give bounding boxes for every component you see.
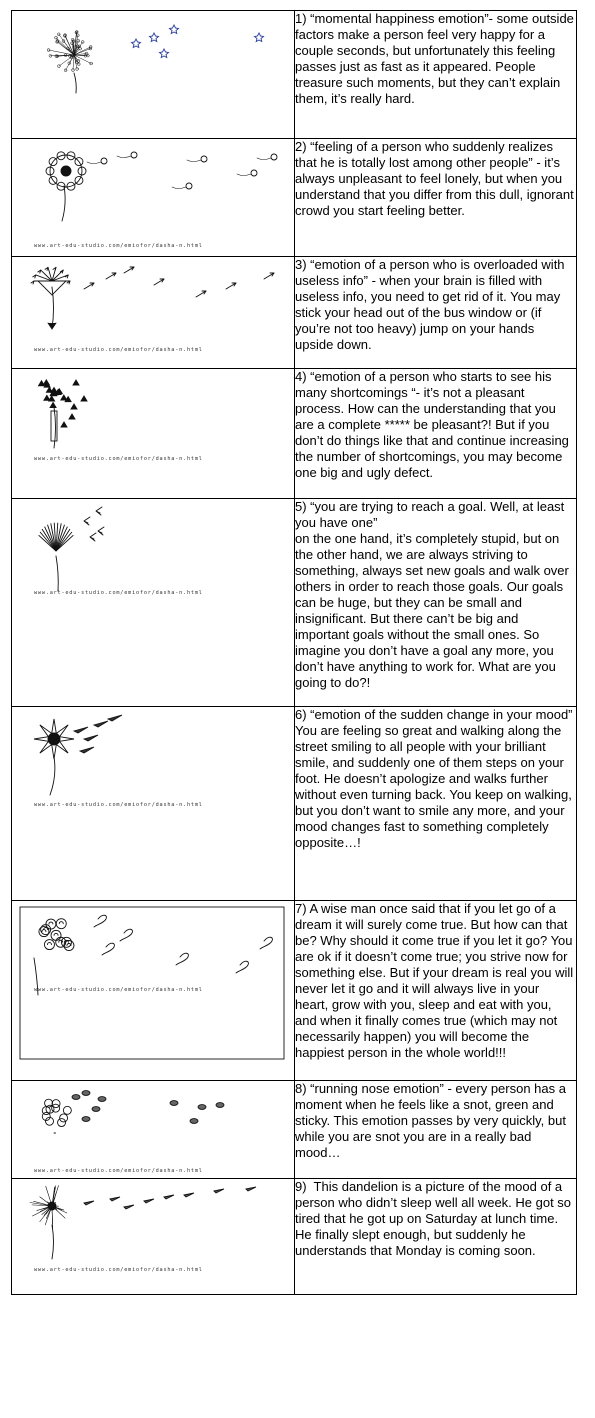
emotion-table (11, 10, 577, 1295)
description-cell (295, 257, 577, 369)
description-cell (295, 1179, 577, 1295)
description-cell (295, 11, 577, 139)
emotion-title-text: 3) “emotion of a person who is overloaded with useless info” - when your brain is filled with useless info, you need to get rid of it. You may stick your head out of the bus window or (if you’re not too heavy) jump on your hands upside down. (295, 257, 569, 352)
drawing-cell (12, 1179, 295, 1295)
emotion-body-text: You are feeling so great and walking along the street smiling to all people with your brilliant smile, and suddenly one of them steps on your foot. He doesn’t apologize and walks further without even turning back. You keep on walking, but you don’t want to smile any more, and your mood changes fast to something completely opposite…! (295, 723, 576, 850)
dandelion-circles-icon (14, 141, 290, 251)
drawing-cell (12, 11, 295, 139)
emotion-row (12, 901, 577, 1081)
emotion-row (12, 1179, 577, 1295)
drawing-cell (12, 257, 295, 369)
dandelion-triangles-icon (14, 371, 290, 493)
watermark-url: www.art-edu-studio.com/emiofor/dasha-n.html (34, 1267, 203, 1273)
dandelion-arrows-icon (14, 259, 290, 363)
dandelion-spirals-icon (14, 903, 290, 1075)
dandelion-stars-icon (14, 13, 290, 133)
dandelion-blobs-icon (14, 1083, 290, 1173)
emotion-row (12, 139, 577, 257)
description-cell (295, 1081, 577, 1179)
watermark-url: www.art-edu-studio.com/emiofor/dasha-n.html (34, 590, 203, 596)
watermark-url: www.art-edu-studio.com/emiofor/dasha-n.html (34, 987, 203, 993)
emotion-table-body (12, 11, 577, 1295)
emotion-row (12, 369, 577, 499)
emotion-title-text: 8) “running nose emotion” - every person has a moment when he feels like a snot, green and sticky. This emotion passes by very quickly, but while you are snot you are in a really bad mood… (295, 1081, 570, 1160)
emotion-title-text: 2) “feeling of a person who suddenly realizes that he is totally lost among other people” - it’s always unpleasant to feel lonely, but when you understand that you differ from this dull, ignorant crowd you start feeling better. (295, 139, 578, 218)
dandelion-hands-icon (14, 501, 290, 701)
emotion-title-text: 5) “you are trying to reach a goal. Well, at least you have one” (295, 499, 568, 530)
watermark-url: www.art-edu-studio.com/emiofor/dasha-n.html (34, 243, 203, 249)
drawing-cell (12, 139, 295, 257)
emotion-row (12, 11, 577, 139)
description-cell (295, 369, 577, 499)
watermark-url: www.art-edu-studio.com/emiofor/dasha-n.html (34, 802, 203, 808)
drawing-cell (12, 369, 295, 499)
description-cell (295, 499, 577, 707)
description-cell (295, 901, 577, 1081)
emotion-row (12, 707, 577, 901)
description-cell (295, 707, 577, 901)
emotion-title-text: 6) “emotion of the sudden change in your mood” (295, 707, 573, 722)
emotion-row (12, 499, 577, 707)
drawing-cell (12, 707, 295, 901)
description-cell (295, 139, 577, 257)
emotion-title-text: 7) A wise man once said that if you let go of a dream it will surely come true. But how can that be? Why should it come true if you let it go? You are ok if it doesn’t come true; you strive now for something else. But if your dream is real you will never let it go and it will always live in your heart, grow with you, sleep and eat with you, and when it finally comes true (which may not necessarily happen) you will become the happiest person in the whole world!!! (295, 901, 577, 1060)
drawing-cell (12, 1081, 295, 1179)
emotion-body-text: on the one hand, it’s completely stupid, but on the other hand, we are always striving to something, always set new goals and walk over others in order to reach those goals. Our goals can be huge, but they can be small and insignificant. But there can’t be big and important goals without the small ones. So imagine you don’t have a goal any more, you don’t have anything to work for. What are you going to do?! (295, 531, 573, 690)
watermark-url: www.art-edu-studio.com/emiofor/dasha-n.html (34, 1168, 203, 1173)
emotion-title-text: 1) “momental happiness emotion”- some outside factors make a person feel very happy for a couple seconds, but unfortunately this feeling passes just as fast as it appeared. People treasure such moments, but they can’t explain them, it’s really hard. (295, 11, 578, 106)
emotion-row (12, 257, 577, 369)
dandelion-scribble-icon (14, 1181, 290, 1289)
watermark-url: www.art-edu-studio.com/emiofor/dasha-n.html (34, 347, 203, 353)
emotion-title-text: 9) This dandelion is a picture of the mood of a person who didn’t sleep well all week. He got so tired that he got up on Saturday at lunch time. He finally slept enough, but suddenly he understands that Monday is coming soon. (295, 1179, 575, 1258)
emotion-row (12, 1081, 577, 1179)
watermark-url: www.art-edu-studio.com/emiofor/dasha-n.html (34, 456, 203, 462)
dandelion-spiky-star-icon (14, 709, 290, 895)
drawing-cell (12, 499, 295, 707)
drawing-cell (12, 901, 295, 1081)
emotion-title-text: 4) “emotion of a person who starts to see his many shortcomings “- it’s not a pleasant process. How can the understanding that you are a complete ***** be pleasant?! But if you don’t do things like that and continue increasing the number of shortcomings, you may become one big and ugly defect. (295, 369, 573, 480)
